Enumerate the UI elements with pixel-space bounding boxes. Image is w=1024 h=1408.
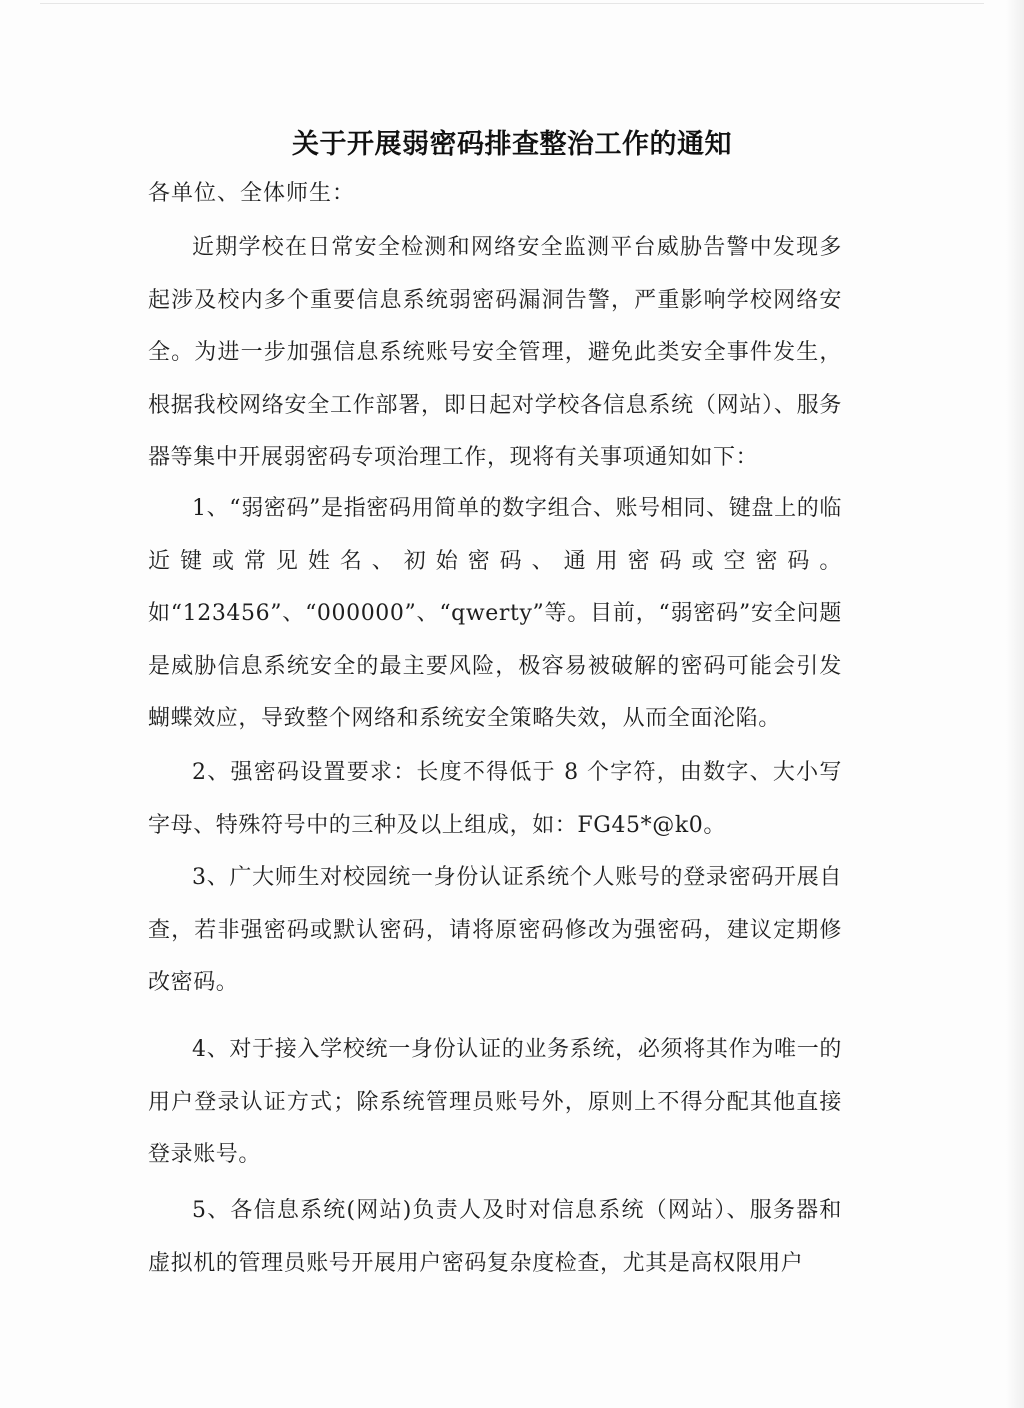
paragraph-item-2: 2、强密码设置要求：长度不得低于 8 个字符，由数字、大小写字母、特殊符号中的三种及以上组成，如：FG45*@k0。 (148, 760, 842, 838)
paragraph-intro: 近期学校在日常安全检测和网络安全监测平台威胁告警中发现多起涉及校内多个重要信息系统弱密码漏洞告警，严重影响学校网络安全。为进一步加强信息系统账号安全管理，避免此类安全事件发生，根据我校网络安全工作部署，即日起对学校各信息系统（网站）、服务器等集中开展弱密码专项治理工作，现将有关事项通知如下： (148, 235, 842, 471)
scan-edge-shadow (1006, 0, 1024, 1408)
scan-edge-line (40, 3, 984, 4)
paragraph-item-4: 4、对于接入学校统一身份认证的业务系统，必须将其作为唯一的用户登录认证方式；除系统管理员账号外，原则上不得分配其他直接登录账号。 (148, 1037, 842, 1168)
paragraph-item-1: 1、“弱密码”是指密码用简单的数字组合、账号相同、键盘上的临近键或常见姓名、初始密码、通用密码或空密码。如“123456”、“000000”、“qwerty”等。目前，“弱密码”安全问题是威胁信息系统安全的最主要风险，极容易被破解的密码可能会引发蝴蝶效应，导致整个网络和系统安全策略失效，从而全面沦陷。 (148, 496, 842, 732)
paragraph-item-5: 5、各信息系统(网站)负责人及时对信息系统（网站）、服务器和虚拟机的管理员账号开展用户密码复杂度检查，尤其是高权限用户 (148, 1198, 842, 1276)
document-title: 关于开展弱密码排查整治工作的通知 (292, 129, 732, 160)
paragraph-item-3: 3、广大师生对校园统一身份认证系统个人账号的登录密码开展自查，若非强密码或默认密码，请将原密码修改为强密码，建议定期修改密码。 (148, 865, 842, 996)
salutation: 各单位、全体师生： (148, 181, 356, 206)
